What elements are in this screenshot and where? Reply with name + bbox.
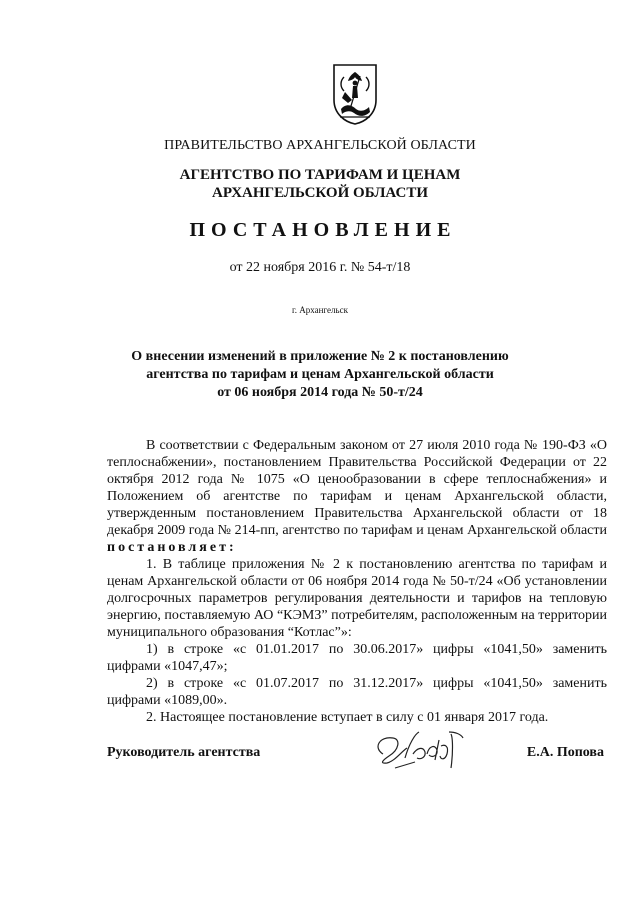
document-subject — [0, 348, 640, 402]
agency-name-line-1: АГЕНТСТВО ПО ТАРИФАМ И ЦЕНАМ — [179, 167, 461, 183]
preamble-paragraph — [107, 437, 607, 556]
clause-1-subitem-1: 1) в строке «с 01.01.2017 по 30.06.2017» цифры «1041,50» заменить цифрами «1047,47»; — [107, 642, 607, 674]
clause-2: 2. Настоящее постановление вступает в силу с 01 января 2017 года. — [146, 710, 549, 725]
resolves-colon: : — [228, 540, 234, 555]
coat-of-arms-icon — [330, 62, 380, 126]
document-body — [107, 437, 607, 726]
signature-block — [107, 740, 607, 780]
agency-name — [0, 166, 640, 202]
agency-name-line-2: АРХАНГЕЛЬСКОЙ ОБЛАСТИ — [212, 185, 428, 201]
signatory-name: Е.А. Попова — [526, 745, 604, 760]
signatory-role: Руководитель агентства — [107, 745, 261, 760]
subject-line-1: О внесении изменений в приложение № 2 к постановлению — [131, 349, 509, 364]
preamble-text: В соответствии с Федеральным законом от 27 июля 2010 года № 190-ФЗ «О теплоснабжении», постановлением Правительства Российской Федерации от 22 октября 2012 года № 1075 «О ценообразовании в сфере теплоснабжения» и Положением об агентстве по тарифам и ценам Архангельской области, утвержденным постановлением Правительства Архангельской области от 18 декабря 2009 года № 214-пп, агентство по тарифам и ценам Архангельской области — [107, 438, 607, 538]
document-type-title: ПОСТАНОВЛЕНИЕ — [189, 219, 457, 241]
government-name: ПРАВИТЕЛЬСТВО АРХАНГЕЛЬСКОЙ ОБЛАСТИ — [164, 138, 476, 153]
document-city: г. Архангельск — [292, 305, 348, 315]
clause-1: 1. В таблице приложения № 2 к постановлению агентства по тарифам и ценам Архангельской области от 06 ноября 2014 года № 50-т/24 «Об установлении долгосрочных параметров регулирования деятельности и тарифов на тепловую энергию, поставляемую АО “КЭМЗ” потребителям, расположенным на территории муниципального образования “Котлас”»: — [107, 557, 607, 640]
handwritten-signature — [365, 724, 475, 774]
document-date-number: от 22 ноября 2016 г. № 54-т/18 — [229, 260, 411, 275]
clause-1-subitem-2: 2) в строке «с 01.07.2017 по 31.12.2017» цифры «1041,50» заменить цифрами «1089,00». — [107, 676, 607, 708]
subject-line-3: от 06 ноября 2014 года № 50-т/24 — [217, 385, 423, 400]
resolves-word: постановляет — [107, 540, 229, 555]
subject-line-2: агентства по тарифам и ценам Архангельской области — [146, 367, 494, 382]
